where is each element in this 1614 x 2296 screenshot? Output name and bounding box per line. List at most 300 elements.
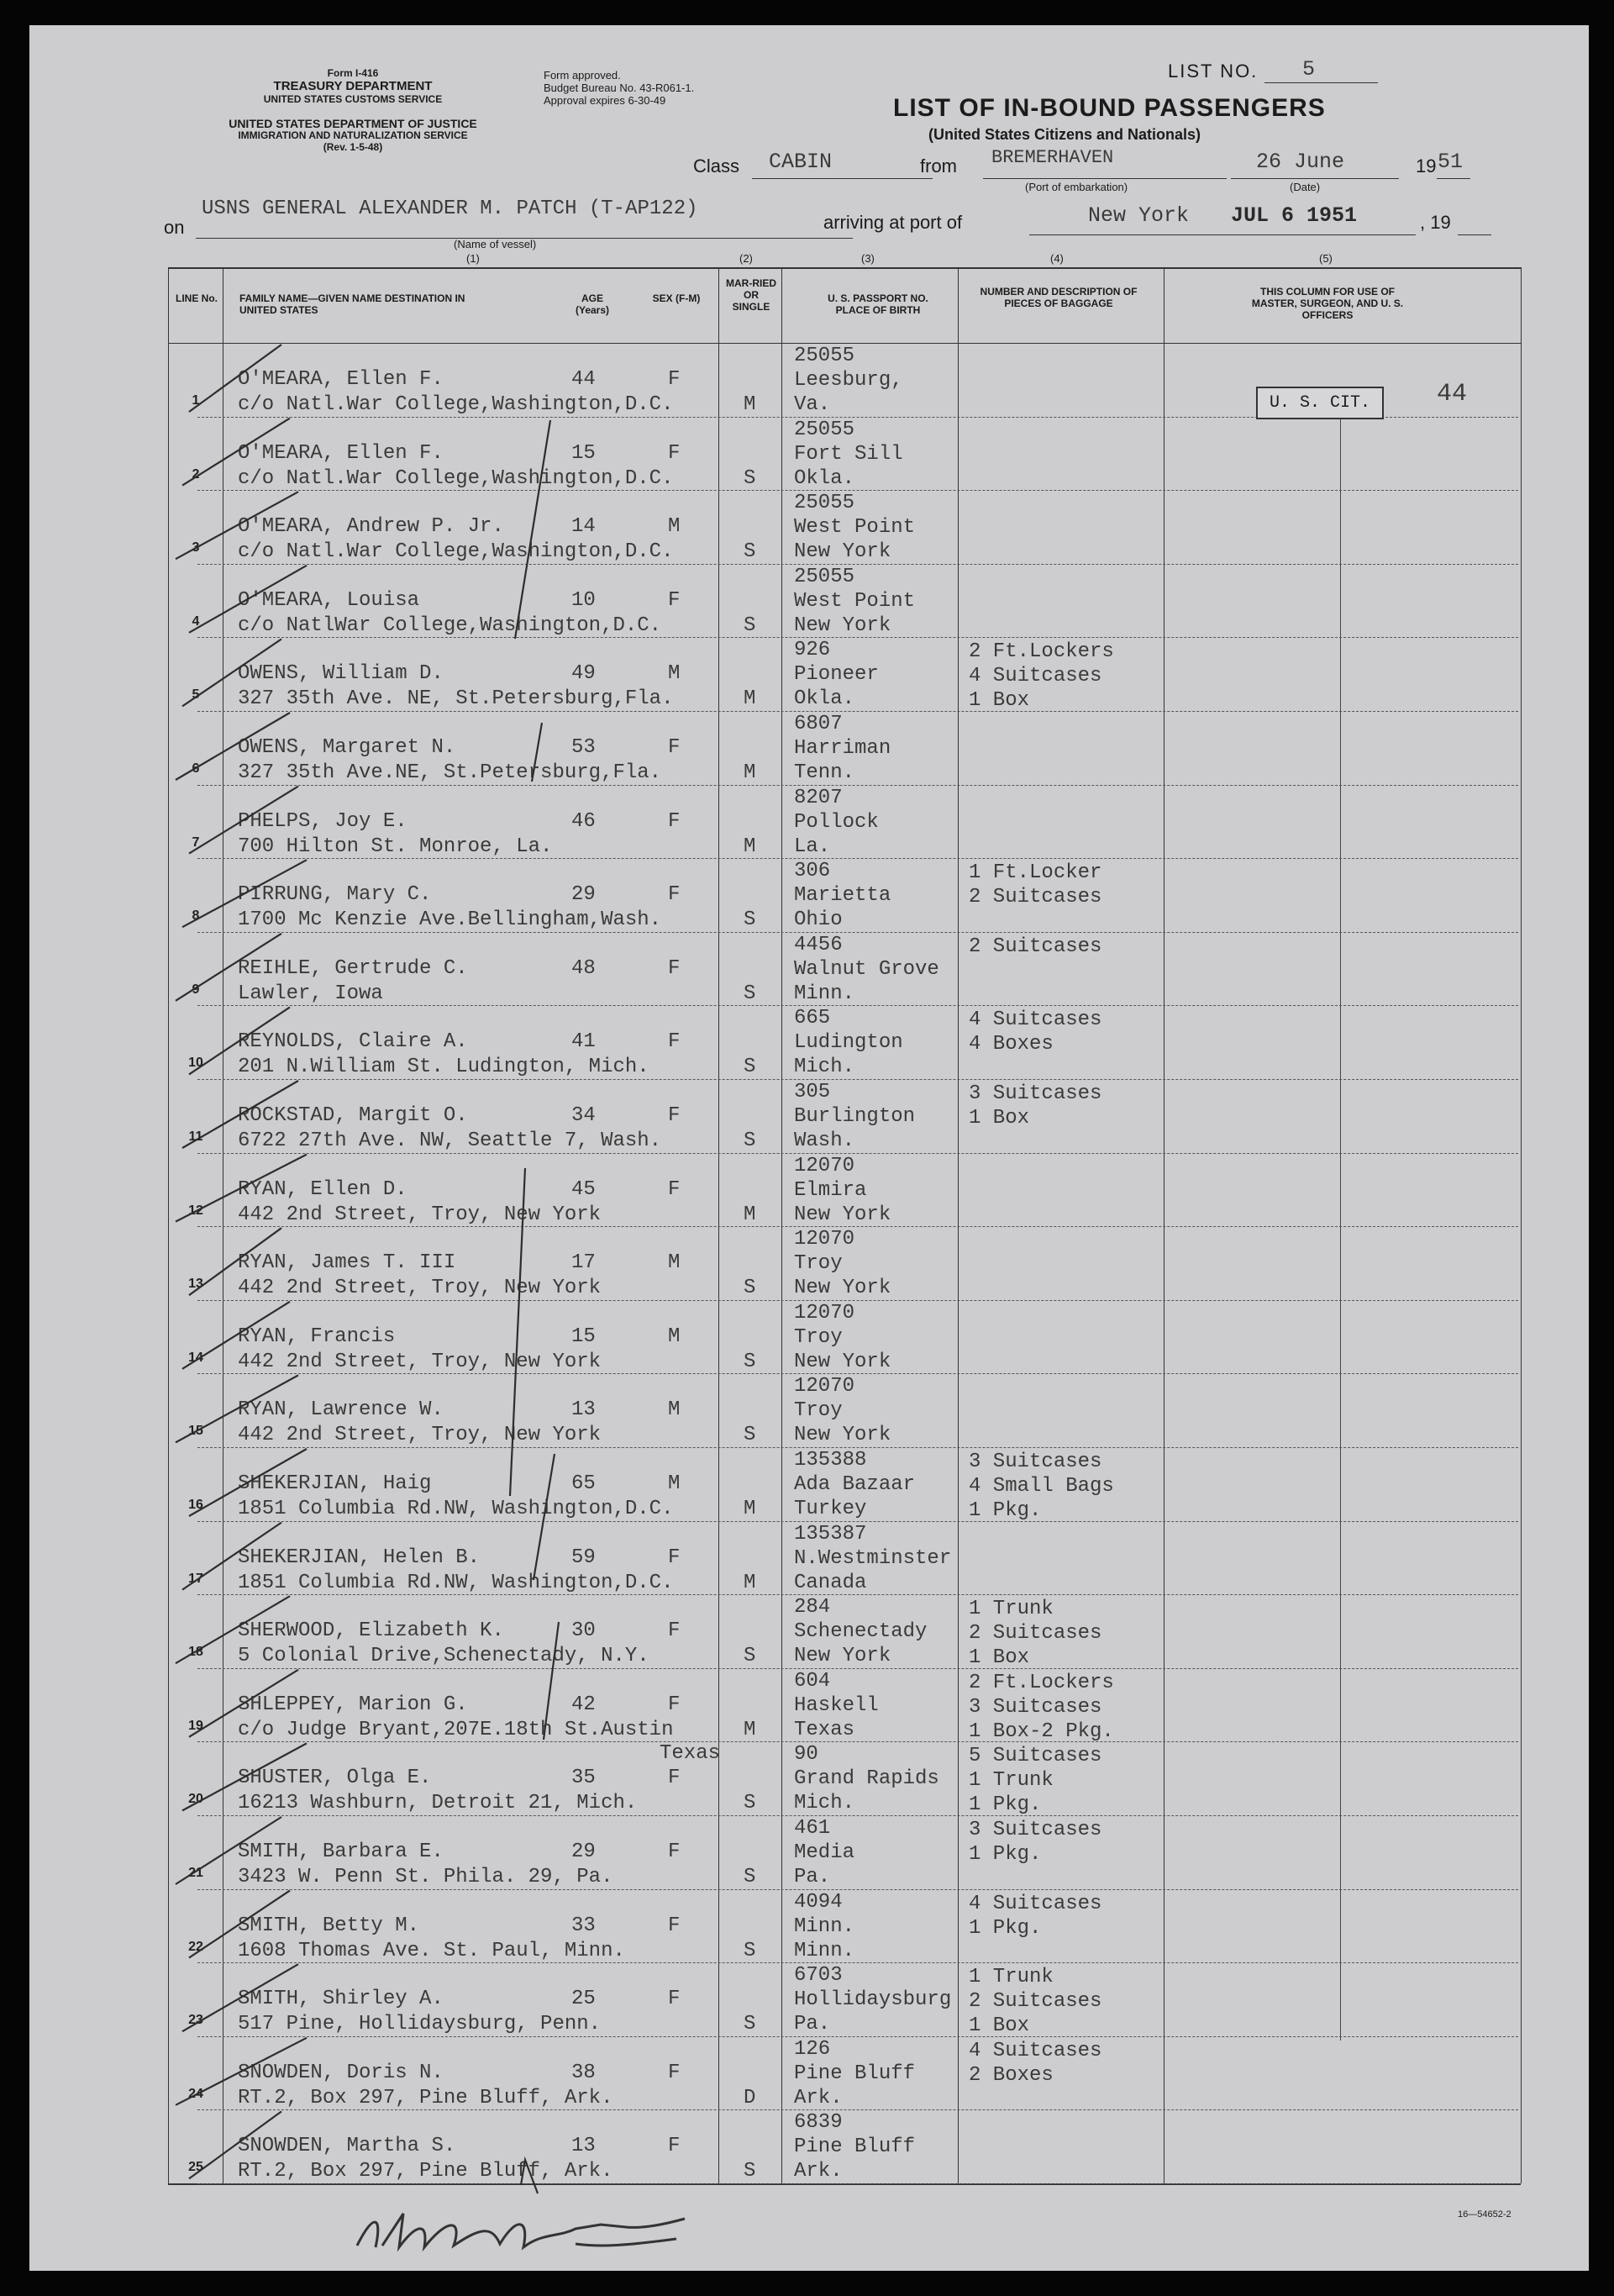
- line-number: 9: [192, 982, 200, 997]
- form-number: Form I-416: [327, 67, 379, 79]
- marital-status: S: [744, 1866, 756, 1888]
- baggage-item: 4 Suitcases: [969, 2039, 1102, 2062]
- port-of-embarkation: BREMERHAVEN: [991, 147, 1114, 168]
- sex: F: [668, 441, 681, 465]
- line-number: 21: [188, 1866, 203, 1880]
- baggage-item: 1 Ft.Locker: [969, 861, 1102, 885]
- passport-number: 305: [794, 1081, 831, 1103]
- page-title: LIST OF IN-BOUND PASSENGERS: [893, 94, 1326, 122]
- sex: F: [668, 368, 681, 391]
- line-number: 20: [188, 1792, 203, 1807]
- age: 25: [571, 1988, 596, 2011]
- birthplace: Grand Rapids: [794, 1767, 939, 1791]
- marital-status: M: [744, 835, 756, 858]
- arrival-port: New York: [1088, 203, 1190, 228]
- destination: c/o Natl.War College,Washington,D.C.: [238, 393, 674, 416]
- marital-status: S: [744, 540, 756, 564]
- line-number: 6: [192, 761, 200, 776]
- passenger-name: SNOWDEN, Doris N.: [238, 2061, 444, 2084]
- destination: 1608 Thomas Ave. St. Paul, Minn.: [238, 1939, 625, 1962]
- birthplace-region: New York: [794, 540, 891, 564]
- passport-number: 4456: [794, 933, 843, 956]
- passport-number: 25055: [794, 418, 855, 441]
- line-number: 7: [192, 835, 200, 850]
- print-code: 16—54652-2: [1458, 2209, 1511, 2220]
- column-number-4: (4): [1050, 252, 1064, 265]
- birthplace-region: Pa.: [794, 2013, 831, 2036]
- marital-status: S: [744, 1130, 756, 1152]
- birthplace: Ada Bazaar: [794, 1473, 916, 1496]
- marital-status: M: [744, 393, 756, 416]
- embarkation-caption: (Port of embarkation): [1025, 181, 1128, 193]
- passenger-name: SMITH, Shirley A.: [238, 1988, 444, 2011]
- justice-department: UNITED STATES DEPARTMENT OF JUSTICE: [229, 117, 477, 130]
- destination: c/o Judge Bryant,207E.18th St.Austin: [238, 1718, 674, 1741]
- birthplace: Media: [794, 1841, 855, 1864]
- baggage-item: 2 Suitcases: [969, 935, 1102, 958]
- birthplace: West Point: [794, 589, 916, 613]
- baggage-item: 1 Box: [969, 2014, 1030, 2038]
- birthplace: Minn.: [794, 1914, 855, 1938]
- passenger-name: SHEKERJIAN, Haig: [238, 1472, 432, 1495]
- line-number: 5: [192, 687, 200, 703]
- baggage-item: 2 Suitcases: [969, 1990, 1102, 2014]
- age: 13: [571, 1398, 596, 1422]
- sex: F: [668, 2135, 681, 2158]
- line-number: 11: [188, 1130, 203, 1144]
- birthplace: Troy: [794, 1252, 843, 1276]
- age: 34: [571, 1104, 596, 1127]
- sex: F: [668, 1693, 681, 1716]
- age: 65: [571, 1472, 596, 1495]
- destination: 1700 Mc Kenzie Ave.Bellingham,Wash.: [238, 908, 662, 932]
- col-officers: THIS COLUMN FOR USE OF MASTER, SURGEON, AND U. S. OFFICERS: [1251, 286, 1404, 321]
- column-number-1: (1): [466, 252, 480, 265]
- baggage-item: 4 Small Bags: [969, 1475, 1114, 1498]
- age: 46: [571, 809, 596, 833]
- baggage-item: 3 Suitcases: [969, 1819, 1102, 1841]
- marital-status: S: [744, 2160, 756, 2183]
- sex: F: [668, 2061, 681, 2084]
- passenger-name: REIHLE, Gertrude C.: [238, 956, 468, 980]
- on-label: on: [164, 217, 185, 238]
- passport-number: 25055: [794, 565, 855, 588]
- list-number-label: LIST NO.: [1168, 61, 1259, 82]
- page-subtitle: (United States Citizens and Nationals): [928, 126, 1201, 143]
- age: 14: [571, 515, 596, 539]
- destination: 442 2nd Street, Troy, New York: [238, 1424, 602, 1447]
- passenger-name: SHEKERJIAN, Helen B.: [238, 1546, 481, 1569]
- passport-number: 12070: [794, 1301, 855, 1324]
- marital-status: S: [744, 613, 756, 637]
- destination: 5 Colonial Drive,Schenectady, N.Y.: [238, 1645, 649, 1668]
- col-age: AGE (Years): [575, 292, 610, 316]
- destination-cont: Texas: [660, 1741, 721, 1765]
- marital-status: M: [744, 1571, 756, 1594]
- line-number: 22: [188, 1939, 203, 1954]
- age: 41: [571, 1030, 596, 1054]
- birthplace: Pioneer: [794, 663, 879, 687]
- sex: F: [668, 1546, 681, 1569]
- marital-status: S: [744, 1350, 756, 1373]
- passenger-name: SMITH, Barbara E.: [238, 1840, 444, 1863]
- passport-number: 126: [794, 2037, 831, 2061]
- age: 17: [571, 1251, 596, 1275]
- passenger-name: SHLEPPEY, Marion G.: [238, 1693, 468, 1716]
- baggage-item: 1 Trunk: [969, 1598, 1054, 1621]
- sex: F: [668, 1030, 681, 1054]
- birthplace-region: Minn.: [794, 1939, 855, 1962]
- birthplace-region: Turkey: [794, 1498, 867, 1520]
- birthplace: Pollock: [794, 810, 879, 834]
- sex: F: [668, 1104, 681, 1127]
- passport-number: 6807: [794, 713, 843, 735]
- destination: 327 35th Ave.NE, St.Petersburg,Fla.: [238, 761, 662, 784]
- passport-number: 135388: [794, 1449, 867, 1472]
- col-married: MAR-RIED OR SINGLE: [726, 277, 776, 313]
- line-number: 10: [188, 1056, 203, 1071]
- destination: RT.2, Box 297, Pine Bluff, Ark.: [238, 2086, 613, 2109]
- birthplace: Leesburg,: [794, 369, 903, 392]
- class-value: CABIN: [769, 150, 833, 174]
- baggage-item: 1 Box-2 Pkg.: [969, 1719, 1114, 1743]
- birthplace-region: Okla.: [794, 687, 855, 711]
- marital-status: S: [744, 1056, 756, 1079]
- immigration-service: IMMIGRATION AND NATURALIZATION SERVICE: [238, 129, 468, 141]
- destination: 16213 Washburn, Detroit 21, Mich.: [238, 1792, 638, 1815]
- sex: M: [668, 515, 681, 539]
- baggage-item: 1 Pkg.: [969, 1793, 1042, 1817]
- class-label: Class: [693, 155, 740, 176]
- line-number: 18: [188, 1645, 203, 1660]
- destination: c/o NatlWar College,Washington,D.C.: [238, 613, 662, 637]
- birthplace: Walnut Grove: [794, 957, 939, 981]
- passport-number: 665: [794, 1007, 831, 1030]
- birthplace-region: Tenn.: [794, 761, 855, 784]
- birthplace-region: New York: [794, 1203, 891, 1226]
- baggage-item: 1 Trunk: [969, 1966, 1054, 1989]
- passport-number: 306: [794, 860, 831, 883]
- col-line-no: LINE No.: [176, 292, 218, 304]
- passenger-name: RYAN, Francis: [238, 1324, 396, 1348]
- arriving-label: arriving at port of: [823, 212, 963, 233]
- age: 38: [571, 2061, 596, 2084]
- year-value: 51: [1438, 150, 1464, 174]
- line-number: 15: [188, 1424, 203, 1439]
- destination: Lawler, Iowa: [238, 982, 383, 1005]
- marital-status: D: [744, 2086, 756, 2109]
- line-number: 3: [192, 540, 200, 556]
- birthplace-region: Okla.: [794, 466, 855, 490]
- col-baggage: NUMBER AND DESCRIPTION OF PIECES OF BAGGAGE: [980, 286, 1138, 309]
- passenger-name: O'MEARA, Louisa: [238, 588, 420, 612]
- destination: 700 Hilton St. Monroe, La.: [238, 835, 553, 858]
- baggage-item: 1 Box: [969, 1107, 1030, 1130]
- treasury-department: TREASURY DEPARTMENT: [273, 79, 433, 93]
- sex: F: [668, 809, 681, 833]
- birthplace-region: Ohio: [794, 908, 843, 932]
- age: 13: [571, 2135, 596, 2158]
- baggage-item: 1 Pkg.: [969, 1916, 1042, 1940]
- passenger-count: 44: [1437, 380, 1468, 408]
- birthplace: Pine Bluff: [794, 2062, 916, 2085]
- column-number-3: (3): [861, 252, 875, 265]
- baggage-item: 4 Suitcases: [969, 665, 1102, 688]
- check-marks: [29, 25, 1589, 2271]
- from-label: from: [920, 155, 957, 176]
- line-number: 1: [192, 393, 200, 408]
- date-caption: (Date): [1290, 181, 1321, 193]
- column-number-5: (5): [1319, 252, 1333, 265]
- marital-status: S: [744, 908, 756, 932]
- age: 30: [571, 1619, 596, 1643]
- col-sex: SEX (F-M): [652, 292, 701, 304]
- baggage-item: 1 Box: [969, 1646, 1030, 1670]
- line-number: 8: [192, 908, 200, 924]
- column-number-2: (2): [739, 252, 753, 265]
- birthplace-region: New York: [794, 1424, 891, 1447]
- approval-line: Form approved.: [544, 69, 621, 82]
- destination: 442 2nd Street, Troy, New York: [238, 1203, 602, 1226]
- passport-number: 4094: [794, 1890, 843, 1914]
- birthplace-region: La.: [794, 835, 831, 858]
- marital-status: S: [744, 1424, 756, 1447]
- birthplace-region: New York: [794, 613, 891, 637]
- passenger-name: RYAN, Lawrence W.: [238, 1398, 444, 1422]
- birthplace: Elmira: [794, 1178, 867, 1202]
- sex: F: [668, 883, 681, 907]
- customs-service: UNITED STATES CUSTOMS SERVICE: [263, 93, 443, 105]
- passport-number: 90: [794, 1743, 818, 1767]
- birthplace-region: Pa.: [794, 1866, 831, 1888]
- passenger-name: RYAN, Ellen D.: [238, 1177, 407, 1201]
- marital-status: S: [744, 2013, 756, 2036]
- sex: M: [668, 1472, 681, 1495]
- sex: M: [668, 1324, 681, 1348]
- embarkation-date: 26 June: [1256, 150, 1345, 174]
- birthplace: Ludington: [794, 1031, 903, 1055]
- sex: M: [668, 1398, 681, 1422]
- passenger-name: SHERWOOD, Elizabeth K.: [238, 1619, 504, 1643]
- birthplace: Schenectady: [794, 1620, 928, 1644]
- line-number: 12: [188, 1203, 203, 1218]
- line-number: 13: [188, 1277, 203, 1292]
- manifest-sheet: [29, 25, 1589, 2271]
- line-number: 25: [188, 2160, 203, 2175]
- baggage-item: 5 Suitcases: [969, 1745, 1102, 1768]
- passenger-name: RYAN, James T. III: [238, 1251, 456, 1275]
- age: 15: [571, 1324, 596, 1348]
- line-number: 24: [188, 2086, 203, 2101]
- line-number: 14: [188, 1350, 203, 1365]
- destination: c/o Natl.War College,Washington,D.C.: [238, 466, 674, 490]
- line-number: 23: [188, 2013, 203, 2028]
- baggage-item: 4 Suitcases: [969, 1892, 1102, 1915]
- birthplace-region: Ark.: [794, 2086, 843, 2109]
- sex: M: [668, 1251, 681, 1275]
- baggage-item: 3 Suitcases: [969, 1695, 1102, 1719]
- sex: F: [668, 1767, 681, 1790]
- birthplace-region: Mich.: [794, 1792, 855, 1815]
- sex: F: [668, 1177, 681, 1201]
- birthplace-region: New York: [794, 1277, 891, 1300]
- passport-number: 25055: [794, 492, 855, 515]
- birthplace: Burlington: [794, 1105, 916, 1128]
- baggage-item: 4 Boxes: [969, 1033, 1054, 1056]
- birthplace-region: Texas: [794, 1718, 855, 1741]
- age: 15: [571, 441, 596, 465]
- baggage-item: 1 Pkg.: [969, 1843, 1042, 1866]
- line-number: 16: [188, 1498, 203, 1512]
- baggage-item: 1 Box: [969, 689, 1030, 713]
- baggage-item: 2 Ft.Lockers: [969, 1671, 1114, 1694]
- baggage-item: 2 Suitcases: [969, 886, 1102, 909]
- destination: 442 2nd Street, Troy, New York: [238, 1277, 602, 1300]
- age: 45: [571, 1177, 596, 1201]
- line-number: 19: [188, 1718, 203, 1733]
- birthplace-region: Ark.: [794, 2160, 843, 2183]
- sex: F: [668, 588, 681, 612]
- marital-status: M: [744, 687, 756, 711]
- sex: F: [668, 736, 681, 759]
- passport-number: 8207: [794, 786, 843, 809]
- destination: 201 N.William St. Ludington, Mich.: [238, 1056, 649, 1079]
- age: 29: [571, 883, 596, 907]
- age: 44: [571, 368, 596, 391]
- passport-number: 6703: [794, 1964, 843, 1988]
- marital-status: M: [744, 1718, 756, 1741]
- birthplace: Pine Bluff: [794, 2135, 916, 2159]
- passenger-name: SMITH, Betty M.: [238, 1914, 420, 1937]
- age: 29: [571, 1840, 596, 1863]
- passport-number: 135387: [794, 1522, 867, 1546]
- year-prefix: 19: [1416, 155, 1437, 176]
- passport-number: 12070: [794, 1228, 855, 1251]
- us-citizen-stamp: U. S. CIT.: [1256, 387, 1384, 419]
- sex: F: [668, 1914, 681, 1937]
- birthplace: West Point: [794, 516, 916, 540]
- destination: 6722 27th Ave. NW, Seattle 7, Wash.: [238, 1130, 662, 1152]
- sex: F: [668, 956, 681, 980]
- birthplace-region: Mich.: [794, 1056, 855, 1079]
- marital-status: S: [744, 1792, 756, 1815]
- marital-status: S: [744, 1277, 756, 1300]
- arrival-year-label: , 19: [1420, 212, 1451, 233]
- passport-number: 604: [794, 1669, 831, 1693]
- marital-status: S: [744, 466, 756, 490]
- destination: RT.2, Box 297, Pine Bluff, Ark.: [238, 2160, 613, 2183]
- arrival-date-stamp: JUL 6 1951: [1231, 203, 1358, 228]
- vessel-name: USNS GENERAL ALEXANDER M. PATCH (T-AP122): [202, 197, 698, 220]
- birthplace-region: Wash.: [794, 1130, 855, 1152]
- marital-status: M: [744, 1498, 756, 1520]
- baggage-item: 3 Suitcases: [969, 1082, 1102, 1105]
- age: 10: [571, 588, 596, 612]
- destination: 1851 Columbia Rd.NW, Washington,D.C.: [238, 1498, 674, 1520]
- marital-status: S: [744, 982, 756, 1005]
- age: 48: [571, 956, 596, 980]
- birthplace-region: Va.: [794, 393, 831, 416]
- age: 42: [571, 1693, 596, 1716]
- birthplace-region: New York: [794, 1645, 891, 1668]
- destination: 1851 Columbia Rd.NW, Washington,D.C.: [238, 1571, 674, 1594]
- vessel-caption: (Name of vessel): [454, 238, 537, 250]
- passenger-name: ROCKSTAD, Margit O.: [238, 1104, 468, 1127]
- baggage-item: 2 Suitcases: [969, 1622, 1102, 1646]
- line-number: 4: [192, 613, 200, 629]
- birthplace-region: Minn.: [794, 982, 855, 1005]
- passenger-name: SHUSTER, Olga E.: [238, 1767, 432, 1790]
- passenger-name: OWENS, Margaret N.: [238, 736, 456, 759]
- passenger-name: REYNOLDS, Claire A.: [238, 1030, 468, 1054]
- baggage-item: 2 Ft.Lockers: [969, 640, 1114, 664]
- passenger-name: PIRRUNG, Mary C.: [238, 883, 432, 907]
- marital-status: M: [744, 1203, 756, 1226]
- budget-bureau: Budget Bureau No. 43-R061-1.: [544, 82, 695, 94]
- marital-status: M: [744, 761, 756, 784]
- birthplace: Haskell: [794, 1693, 879, 1717]
- birthplace: Harriman: [794, 737, 891, 760]
- passenger-name: SNOWDEN, Martha S.: [238, 2135, 456, 2158]
- sex: F: [668, 1988, 681, 2011]
- passenger-name: OWENS, William D.: [238, 662, 444, 686]
- birthplace: Fort Sill: [794, 442, 903, 466]
- passenger-name: O'MEARA, Ellen F.: [238, 368, 444, 391]
- passport-number: 926: [794, 639, 831, 662]
- col-passport: U. S. PASSPORT NO. PLACE OF BIRTH: [828, 292, 928, 316]
- line-number: 17: [188, 1571, 203, 1586]
- passport-number: 461: [794, 1817, 831, 1840]
- destination: 517 Pine, Hollidaysburg, Penn.: [238, 2013, 602, 2036]
- passenger-name: PHELPS, Joy E.: [238, 809, 407, 833]
- passenger-name: O'MEARA, Ellen F.: [238, 441, 444, 465]
- destination: 3423 W. Penn St. Phila. 29, Pa.: [238, 1866, 613, 1888]
- age: 53: [571, 736, 596, 759]
- age: 35: [571, 1767, 596, 1790]
- passport-number: 6839: [794, 2111, 843, 2135]
- birthplace: Troy: [794, 1325, 843, 1349]
- baggage-item: 1 Trunk: [969, 1769, 1054, 1793]
- birthplace-region: New York: [794, 1350, 891, 1373]
- line-number: 2: [192, 466, 200, 482]
- passenger-name: O'MEARA, Andrew P. Jr.: [238, 515, 504, 539]
- sex: F: [668, 1619, 681, 1643]
- revision-date: (Rev. 1-5-48): [323, 141, 383, 153]
- birthplace: Hollidaysburg: [794, 1988, 952, 2012]
- baggage-item: 4 Suitcases: [969, 1008, 1102, 1032]
- birthplace: N.Westminster: [794, 1546, 952, 1570]
- destination: c/o Natl.War College,Washington,D.C.: [238, 540, 674, 564]
- approval-expiry: Approval expires 6-30-49: [544, 94, 666, 107]
- passport-number: 12070: [794, 1154, 855, 1177]
- age: 33: [571, 1914, 596, 1937]
- baggage-item: 3 Suitcases: [969, 1451, 1102, 1473]
- birthplace: Marietta: [794, 884, 891, 908]
- baggage-item: 2 Boxes: [969, 2063, 1054, 2087]
- baggage-item: 1 Pkg.: [969, 1499, 1042, 1522]
- birthplace: Troy: [794, 1399, 843, 1423]
- age: 49: [571, 662, 596, 686]
- passport-number: 284: [794, 1596, 831, 1619]
- col-name: FAMILY NAME—GIVEN NAME DESTINATION IN UNITED STATES: [239, 292, 465, 316]
- destination: 327 35th Ave. NE, St.Petersburg,Fla.: [238, 687, 674, 711]
- destination: 442 2nd Street, Troy, New York: [238, 1350, 602, 1373]
- passport-number: 12070: [794, 1375, 855, 1398]
- list-number-value: 5: [1302, 57, 1316, 82]
- sex: F: [668, 1840, 681, 1863]
- passport-number: 25055: [794, 345, 855, 367]
- birthplace-region: Canada: [794, 1571, 867, 1594]
